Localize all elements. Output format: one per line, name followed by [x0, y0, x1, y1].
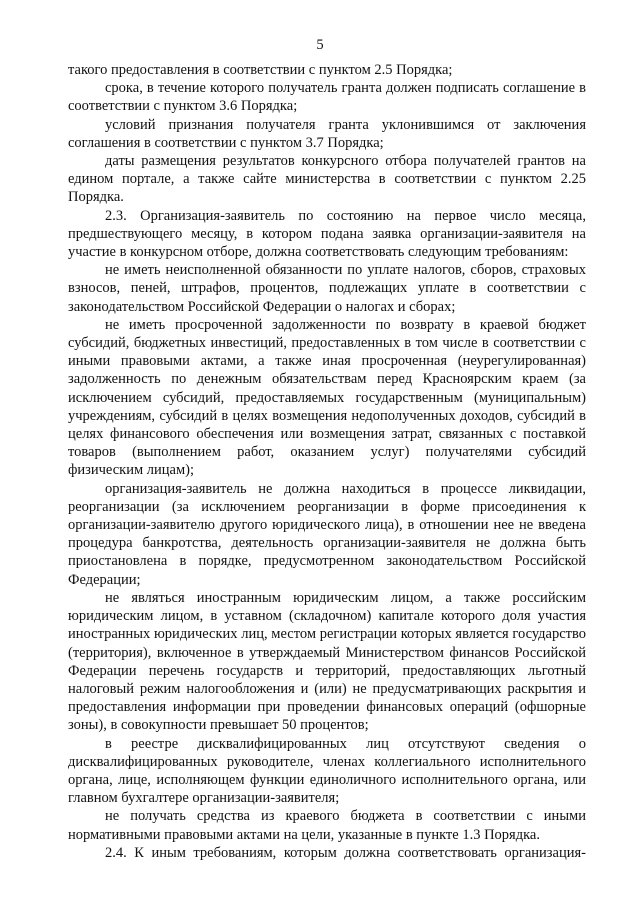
document-body	[68, 61, 586, 862]
paragraph-section-2-4: 2.4. К иным требованиям, которым должна соответствовать организация-	[105, 844, 586, 861]
paragraph: не иметь просроченной задолженности по возврату в краевой бюджет субсидий, бюджетных инвестиций, предоставленных в том числе в соответствии с иными правовыми актами, а также иная просроченная (неурегулированная) задолженность по денежным обязательствам перед Красноярским краем (за исключением субсидий, предоставляемых государственным (муниципальным) учреждениям, субсидий в целях возмещения недополученных доходов, субсидий в целях финансового обеспечения или возмещения затрат, связанных с поставкой товаров (выполнением работ, оказанием услуг) получателями субсидий физическим лицам);	[68, 316, 586, 479]
paragraph-section-2-3: 2.3. Организация-заявитель по состоянию на первое число месяца, предшествующего месяцу, в котором подана заявка организации-заявителя на участие в конкурсном отборе, должна соответствовать следующим требованиям:	[68, 207, 586, 261]
paragraph: условий признания получателя гранта уклонившимся от заключения соглашения в соответствии с пунктом 3.7 Порядка;	[68, 116, 586, 151]
paragraph: не являться иностранным юридическим лицом, а также российским юридическим лицом, в уставном (складочном) капитале которого доля участия иностранных юридических лиц, местом регистрации которых является государство (территория), включенное в утверждаемый Министерством финансов Российской Федерации перечень государств и территорий, предоставляющих льготный налоговый режим налогообложения и (или) не предусматривающих раскрытия и предоставления информации при проведении финансовых операций (офшорные зоны), в совокупности превышает 50 процентов;	[68, 589, 586, 734]
paragraph: организация-заявитель не должна находиться в процессе ликвидации, реорганизации (за исключением реорганизации в форме присоединения к организации-заявителю другого юридического лица), в отношении нее не введена процедура банкротства, деятельность организации-заявителя не должна быть приостановлена в порядке, предусмотренном законодательством Российской Федерации;	[68, 480, 586, 588]
paragraph: такого предоставления в соответствии с пунктом 2.5 Порядка;	[68, 62, 453, 78]
page-number: 5	[316, 37, 324, 53]
paragraph: срока, в течение которого получатель гранта должен подписать соглашение в соответствии с пунктом 3.6 Порядка;	[68, 80, 586, 115]
paragraph: не иметь неисполненной обязанности по уплате налогов, сборов, страховых взносов, пеней, штрафов, процентов, подлежащих уплате в соответствии с законодательством Российской Федерации о налогах и сборах;	[68, 262, 586, 315]
paragraph: даты размещения результатов конкурсного отбора получателей грантов на едином портале, а также сайте министерства в соответствии с пунктом 2.25 Порядка.	[68, 153, 586, 206]
paragraph: в реестре дисквалифицированных лиц отсутствуют сведения о дисквалифицированных руководителе, членах коллегиального исполнительного органа, лице, исполняющем функции единоличного исполнительного органа, или главном бухгалтере организации-заявителя;	[68, 735, 586, 807]
paragraph: не получать средства из краевого бюджета в соответствии с иными нормативными правовыми актами на цели, указанные в пункте 1.3 Порядка.	[68, 808, 586, 843]
